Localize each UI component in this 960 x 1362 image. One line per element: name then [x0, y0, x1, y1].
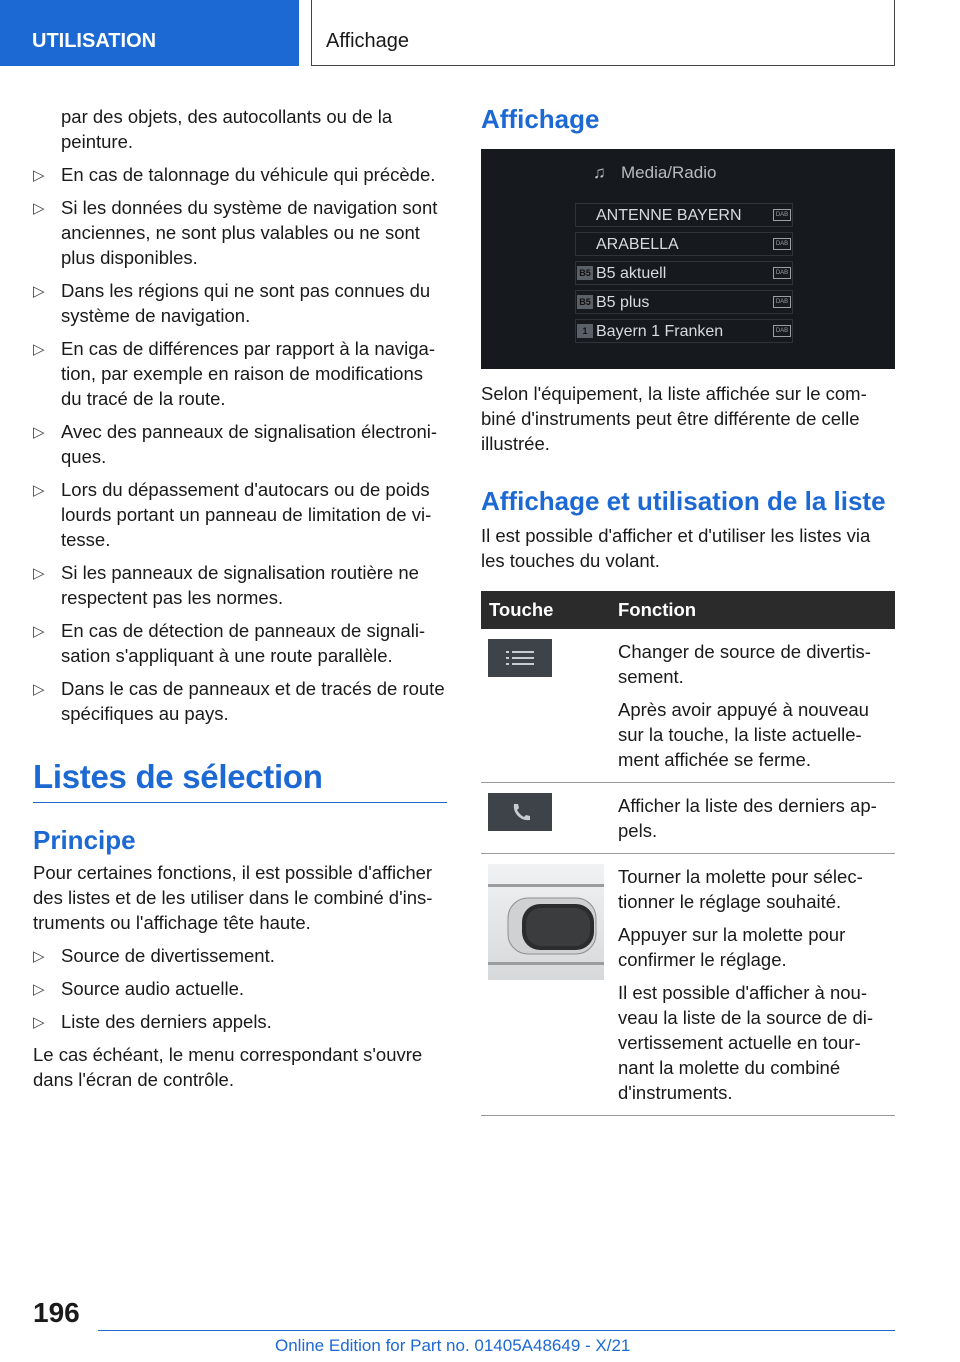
bullet-triangle-icon: ▷	[33, 948, 45, 965]
phone-key-icon	[488, 793, 552, 831]
screen-caption: Selon l'équipement, la liste affichée sur le com-biné d'instruments peut être différente de celle illustrée.	[481, 383, 867, 454]
bullet-triangle-icon: ▷	[33, 981, 45, 998]
footer-divider	[98, 1330, 895, 1331]
section-tab: UTILISATION	[0, 0, 299, 66]
list-item: ▷ Dans le cas de panneaux et de tracés de route spécifiques au pays.	[33, 678, 445, 724]
table-cell-text: Après avoir appuyé à nouveau sur la touche, la liste actuelle-ment affichée se ferme.	[618, 699, 869, 770]
bullet-triangle-icon: ▷	[33, 1014, 45, 1031]
list-item: ARABELLA	[575, 232, 793, 256]
dab-badge-icon: DAB	[773, 325, 791, 337]
list-item: ▷ Avec des panneaux de signalisation électroni-ques.	[33, 421, 438, 467]
station-logo-icon: B5	[577, 295, 593, 309]
table-cell-text: Il est possible d'afficher à nou-veau la liste de la source de di-vertissement actuelle en tour-nant la molette du combiné d'instruments.	[618, 982, 874, 1103]
keys-table	[481, 591, 895, 1116]
table-row	[481, 629, 895, 783]
table-header-row	[481, 591, 895, 629]
dab-badge-icon: DAB	[773, 267, 791, 279]
column-header-touche: Touche	[481, 591, 616, 629]
table-row	[481, 783, 895, 854]
list-item: ▷ Si les panneaux de signalisation routière ne respectent pas les normes.	[33, 562, 419, 608]
table-cell-text: Tourner la molette pour sélec-tionner le réglage souhaité.	[618, 866, 863, 912]
list-item: B5 plus	[575, 290, 793, 314]
bullet-triangle-icon: ▷	[33, 623, 45, 640]
list-item: Bayern 1 Franken	[575, 319, 793, 343]
table-row	[481, 854, 895, 1116]
section-heading: Listes de sélection	[33, 758, 447, 803]
column-header-fonction: Fonction	[616, 591, 895, 629]
bullet-triangle-icon: ▷	[33, 200, 45, 217]
thumbwheel-icon	[488, 864, 604, 980]
list-usage-paragraph: Il est possible d'afficher et d'utiliser les listes via les touches du volant.	[481, 525, 871, 571]
table-cell-text: Changer de source de divertis-sement.	[618, 641, 871, 687]
footer-edition: Online Edition for Part no. 01405A48649 - X/21	[275, 1336, 631, 1355]
list-item: ▷ Si les données du système de navigation sont anciennes, ne sont plus valables ou ne sont plus disponibles.	[33, 197, 438, 268]
principe-paragraph: Pour certaines fonctions, il est possible d'afficher des listes et de les utiliser dans le combiné d'ins-truments ou l'affichage tête haute.	[33, 862, 433, 933]
table-cell-text: Afficher la liste des derniers ap-pels.	[618, 795, 877, 841]
outro-paragraph: Le cas échéant, le menu correspondant s'ouvre dans l'écran de contrôle.	[33, 1044, 423, 1090]
subsection-heading: Principe	[33, 825, 136, 855]
table-cell-text: Appuyer sur la molette pour confirmer le réglage.	[618, 924, 846, 970]
display-screenshot	[481, 149, 895, 369]
bullet-triangle-icon: ▷	[33, 283, 45, 300]
station-logo-icon: 1	[577, 324, 593, 338]
list-item: ▷ Dans les régions qui ne sont pas connues du système de navigation.	[33, 280, 431, 326]
bullet-triangle-icon: ▷	[33, 681, 45, 698]
right-column	[481, 104, 895, 1116]
subsection-heading: Affichage et utilisation de la liste	[481, 486, 886, 516]
bullet-triangle-icon: ▷	[33, 482, 45, 499]
list-item: ▷ En cas de différences par rapport à la naviga-tion, par exemple en raison de modifications du tracé de la route.	[33, 338, 435, 409]
list-item: ANTENNE BAYERN	[575, 203, 793, 227]
station-logo-icon: B5	[577, 266, 593, 280]
dab-badge-icon: DAB	[773, 238, 791, 250]
list-item: ▷ En cas de détection de panneaux de signali-sation s'appliquant à une route parallèle.	[33, 620, 426, 666]
list-item: ▷ Liste des derniers appels.	[33, 1009, 447, 1034]
subsection-heading: Affichage	[481, 104, 600, 134]
list-item: ▷ Lors du dépassement d'autocars ou de poids lourds portant un panneau de limitation de vi-tesse.	[33, 479, 432, 550]
bullet-triangle-icon: ▷	[33, 424, 45, 441]
dab-badge-icon: DAB	[773, 296, 791, 308]
list-item: ▷ Source audio actuelle.	[33, 976, 447, 1001]
list-menu-key-icon	[488, 639, 552, 677]
bullet-triangle-icon: ▷	[33, 167, 45, 184]
list-item: B5 aktuell	[575, 261, 793, 285]
bullet-triangle-icon: ▷	[33, 341, 45, 358]
list-item: ▷ Source de divertissement.	[33, 943, 447, 968]
bullet-triangle-icon: ▷	[33, 565, 45, 582]
media-radio-icon: ♫	[593, 163, 606, 182]
continued-paragraph: par des objets, des autocollants ou de la peinture.	[61, 106, 393, 152]
screen-title: Media/Radio	[621, 163, 717, 182]
list-item: ▷ En cas de talonnage du véhicule qui précède.	[33, 162, 447, 187]
page-number: 196	[33, 1297, 80, 1328]
page-header	[0, 0, 960, 66]
dab-badge-icon: DAB	[773, 209, 791, 221]
chapter-title: Affichage	[311, 0, 895, 66]
left-column	[33, 104, 447, 1092]
